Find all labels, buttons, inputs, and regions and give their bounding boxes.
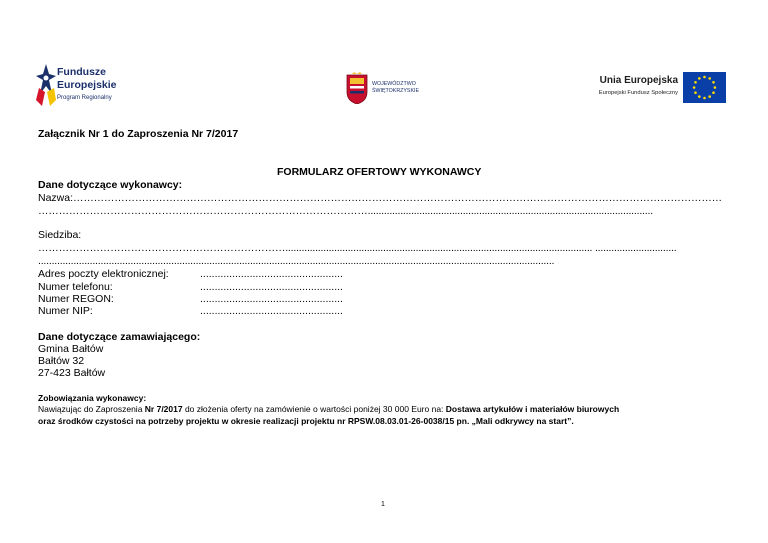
seat-label: Siedziba: bbox=[38, 229, 82, 241]
form-title: FORMULARZ OFERTOWY WYKONAWCY bbox=[277, 166, 482, 178]
email-field: ................................................. bbox=[200, 268, 343, 280]
seat-line1-dots: ………………………………………………………………................................................................................................................. .............................. bbox=[38, 242, 677, 254]
ordering-city: 27-423 Bałtów bbox=[38, 367, 106, 379]
nip-label: Numer NIP: bbox=[38, 305, 93, 317]
name-label: Nazwa: bbox=[38, 192, 74, 204]
fe-logo-line3: Program Regionalny bbox=[57, 95, 112, 101]
ordering-street: Bałtów 32 bbox=[38, 355, 85, 367]
phone-label: Numer telefonu: bbox=[38, 281, 113, 293]
ue-title: Unia Europejska bbox=[599, 75, 678, 86]
regon-label: Numer REGON: bbox=[38, 293, 114, 305]
woj-line1: WOJEWÓDZTWO bbox=[372, 81, 416, 87]
fundusze-europejskie-logo bbox=[36, 64, 126, 110]
regon-field: ................................................. bbox=[200, 293, 343, 305]
obligations-heading: Zobowiązania wykonawcy: bbox=[38, 393, 147, 403]
obligations-line2: oraz środków czystości na potrzeby projektu w okresie realizacji projektu nr RPSW.08.03.01-26-0038/15 pn. „Mali odkrywcy na start”. bbox=[38, 416, 574, 426]
phone-field: ................................................. bbox=[200, 281, 343, 293]
contractor-heading: Dane dotyczące wykonawcy: bbox=[38, 179, 183, 191]
woj-line2: ŚWIĘTOKRZYSKIE bbox=[372, 88, 419, 94]
fe-logo-line2: Europejskie bbox=[57, 79, 117, 91]
name-line1-dots: ……………………………………………………………………………………………………………………………………………………………………… bbox=[73, 192, 722, 204]
wojewodztwo-logo bbox=[346, 72, 436, 108]
obligations-text-b: do złożenia oferty na zamówienie o wartości poniżej 30 000 Euro na: bbox=[182, 404, 446, 414]
name-line2-dots: ……………………………………………………………………………………......................................................................................................... bbox=[38, 205, 653, 217]
name-row bbox=[38, 192, 722, 204]
fe-logo-line1: Fundusze bbox=[57, 66, 106, 78]
ordering-name: Gmina Bałtów bbox=[38, 343, 104, 355]
unia-europejska-logo bbox=[590, 72, 730, 106]
ordering-heading: Dane dotyczące zamawiającego: bbox=[38, 331, 201, 343]
obligations-subject: Dostawa artykułów i materiałów biurowych bbox=[445, 404, 620, 414]
ue-subtitle: Europejski Fundusz Społeczny bbox=[598, 90, 678, 96]
eu-flag-icon bbox=[683, 72, 726, 103]
email-label: Adres poczty elektronicznej: bbox=[38, 268, 169, 280]
obligations-text-a: Nawiązując do Zaproszenia bbox=[38, 404, 145, 414]
obligations-ref: Nr 7/2017 bbox=[144, 404, 183, 414]
page-number: 1 bbox=[381, 501, 385, 508]
nip-field: ................................................. bbox=[200, 305, 343, 317]
coat-of-arms-icon bbox=[346, 72, 368, 104]
fe-star-icon bbox=[36, 64, 56, 106]
seat-line2-dots: .............................................................................................................................................................................................. bbox=[38, 255, 555, 267]
attachment-title: Załącznik Nr 1 do Zaproszenia Nr 7/2017 bbox=[38, 128, 239, 140]
